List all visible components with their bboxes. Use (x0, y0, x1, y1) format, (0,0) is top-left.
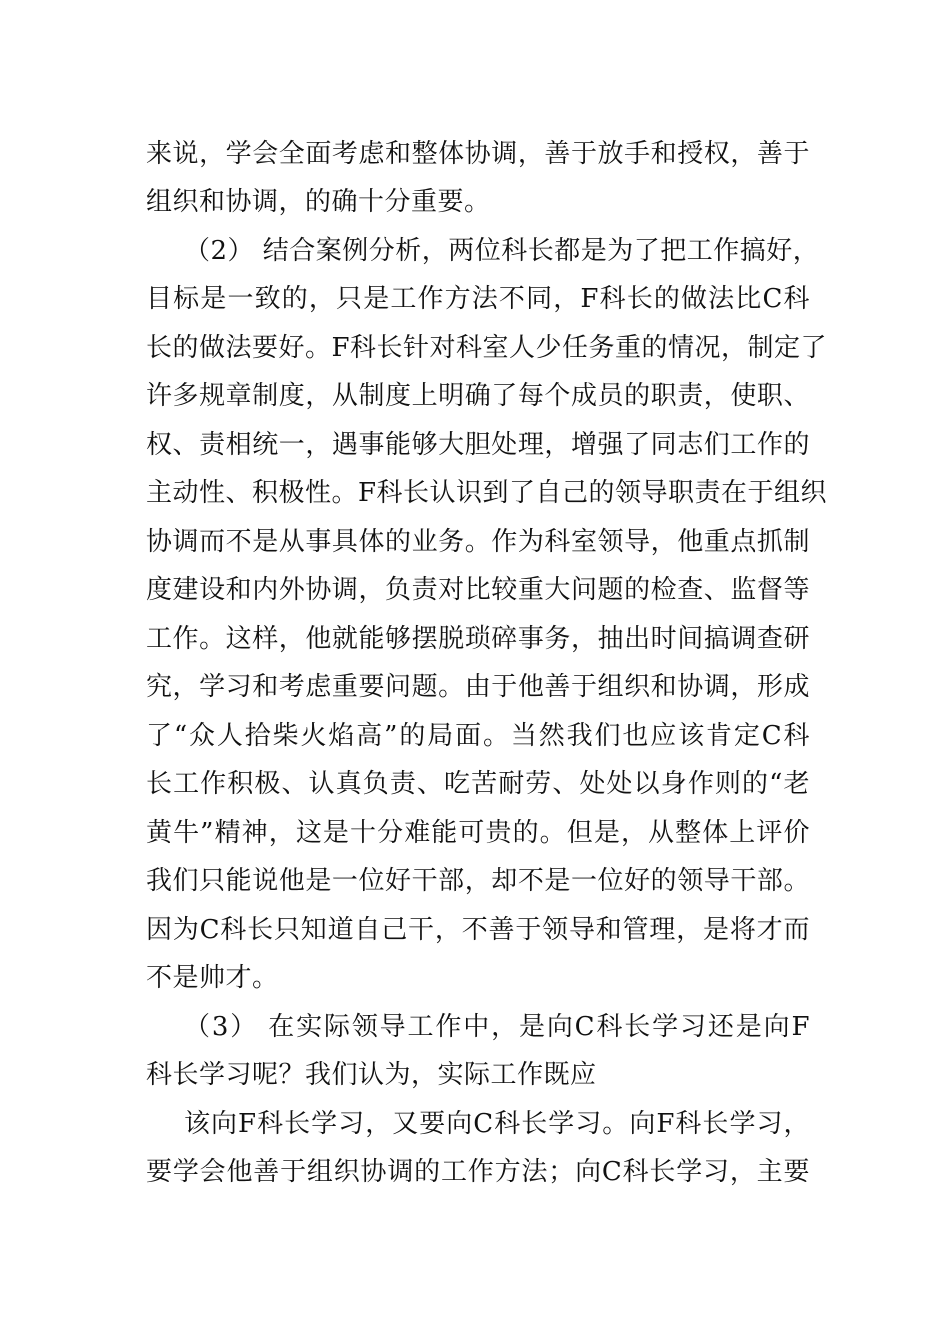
text-line: 组织和协调，的确十分重要。 (146, 187, 491, 217)
text-line: （3） 在实际领导工作中，是向C科长学习还是向F (184, 1012, 810, 1042)
text-line: 究，学习和考虑重要问题。由于他善于组织和协调，形成 (146, 672, 810, 702)
text-line: 因为C科长只知道自己干，不善于领导和管理，是将才而 (146, 915, 810, 945)
text-line: 该向F科长学习，又要向C科长学习。向F科长学习， (184, 1109, 810, 1139)
text-line: 目标是一致的，只是工作方法不同，F科长的做法比C科 (146, 284, 810, 314)
text-line: 来说，学会全面考虑和整体协调，善于放手和授权，善于 (146, 139, 810, 169)
text-line: 不是帅才。 (146, 963, 279, 993)
text-line: 工作。这样，他就能够摆脱琐碎事务，抽出时间搞调查研 (146, 624, 810, 654)
text-line: 了“众人拾柴火焰高”的局面。当然我们也应该肯定C科 (146, 721, 810, 751)
text-line: 权、责相统一，遇事能够大胆处理，增强了同志们工作的 (146, 430, 810, 460)
text-line: 要学会他善于组织协调的工作方法；向C科长学习，主要 (146, 1157, 810, 1187)
text-line: 科长学习呢？我们认为，实际工作既应 (146, 1060, 597, 1090)
text-line: 长工作积极、认真负责、吃苦耐劳、处处以身作则的“老 (146, 769, 810, 799)
text-line: 许多规章制度，从制度上明确了每个成员的职责，使职、 (146, 381, 810, 411)
text-line: 度建设和内外协调，负责对比较重大问题的检查、监督等 (146, 575, 810, 605)
text-line: 协调而不是从事具体的业务。作为科室领导，他重点抓制 (146, 527, 810, 557)
text-line: 黄牛”精神，这是十分难能可贵的。但是，从整体上评价 (146, 818, 810, 848)
text-line: 主动性、积极性。F科长认识到了自己的领导职责在于组织 (146, 478, 828, 508)
text-line: 我们只能说他是一位好干部，却不是一位好的领导干部。 (146, 866, 810, 896)
text-line: 长的做法要好。F科长针对科室人少任务重的情况，制定了 (146, 333, 828, 363)
text-line: （2） 结合案例分析，两位科长都是为了把工作搞好， (184, 236, 820, 266)
